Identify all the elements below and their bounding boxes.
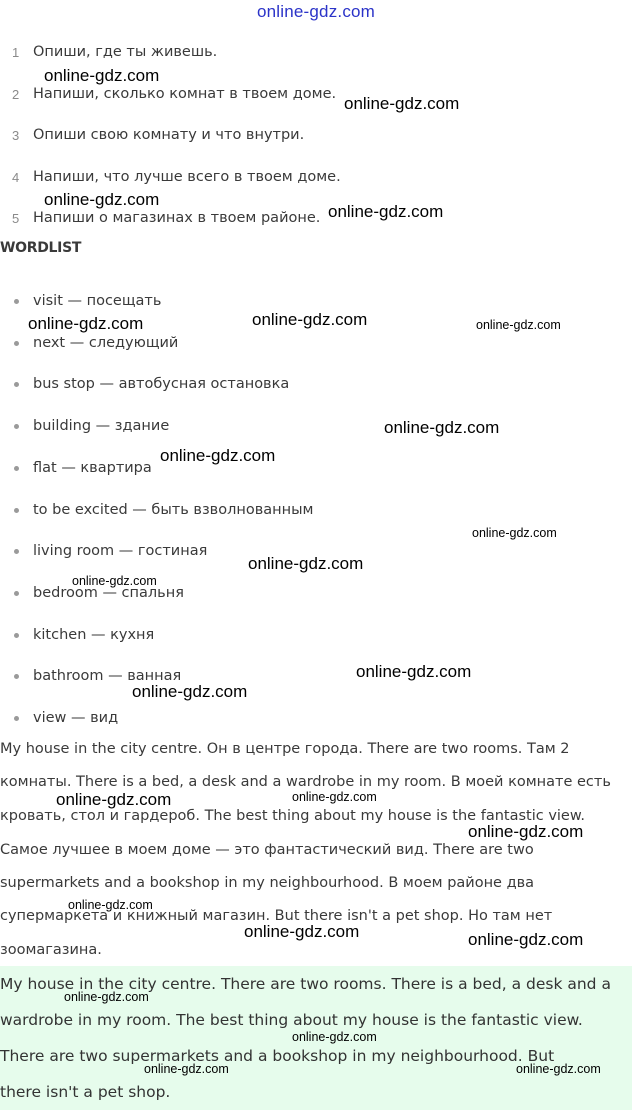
watermark: online-gdz.com: [68, 898, 153, 912]
bullet-icon: [14, 466, 19, 471]
watermark: online-gdz.com: [64, 990, 149, 1004]
paragraph-line: My house in the city centre. Он в центре города. There are two rooms. Там 2: [0, 741, 570, 757]
watermark: online-gdz.com: [244, 922, 360, 941]
paragraph-line: Самое лучшее в моем доме — это фантастический вид. There are two: [0, 842, 534, 858]
question-text: Напиши, сколько комнат в твоем доме.: [33, 86, 337, 102]
question-number: 3: [12, 127, 20, 143]
watermark: online-gdz.com: [356, 662, 472, 681]
answer-line: there isn't a pet shop.: [0, 1083, 171, 1101]
watermark: online-gdz.com: [252, 310, 368, 329]
bullet-icon: [14, 508, 19, 513]
watermark: online-gdz.com: [248, 554, 364, 573]
wordlist-entry: visit — посещать: [33, 293, 162, 309]
wordlist-entry: living room — гостиная: [33, 543, 208, 559]
bullet-icon: [14, 716, 19, 721]
bullet-icon: [14, 633, 19, 638]
bullet-icon: [14, 341, 19, 346]
watermark: online-gdz.com: [472, 526, 557, 540]
question-text: Напиши о магазинах в твоем районе.: [33, 210, 321, 226]
paragraph-line: супермаркета и книжный магазин. But there isn't a pet shop. Но там нет: [0, 908, 553, 924]
watermark: online-gdz.com: [132, 682, 248, 701]
wordlist-entry: view — вид: [33, 710, 119, 726]
paragraph-line: supermarkets and a bookshop in my neighbourhood. В моем районе два: [0, 875, 535, 891]
wordlist-entry: flat — квартира: [33, 460, 152, 476]
watermark: online-gdz.com: [72, 574, 157, 588]
wordlist-entry: kitchen — кухня: [33, 627, 155, 643]
bullet-icon: [14, 591, 19, 596]
wordlist-entry: bus stop — автобусная остановка: [33, 376, 290, 392]
wordlist-title: WORDLIST: [0, 240, 82, 256]
watermark: online-gdz.com: [292, 790, 377, 804]
question-number: 4: [12, 169, 20, 185]
question-number: 1: [12, 44, 20, 60]
bullet-icon: [14, 549, 19, 554]
question-number: 5: [12, 210, 20, 226]
wordlist-entry: building — здание: [33, 418, 170, 434]
watermark: online-gdz.com: [144, 1062, 229, 1076]
question-text: Опиши свою комнату и что внутри.: [33, 127, 305, 143]
question-text: Опиши, где ты живешь.: [33, 44, 218, 60]
paragraph-line: кровать, стол и гардероб. The best thing about my house is the fantastic view.: [0, 808, 585, 824]
answer-line: wardrobe in my room. The best thing about my house is the fantastic view.: [0, 1011, 583, 1029]
watermark: online-gdz.com: [328, 202, 444, 221]
question-text: Напиши, что лучше всего в твоем доме.: [33, 169, 341, 185]
answer-line: My house in the city centre. There are two rooms. There is a bed, a desk and a: [0, 975, 611, 993]
watermark: online-gdz.com: [516, 1062, 601, 1076]
bullet-icon: [14, 382, 19, 387]
watermark: online-gdz.com: [384, 418, 500, 437]
paragraph-line: комнаты. There is a bed, a desk and a wardrobe in my room. В моей комнате есть: [0, 774, 611, 790]
watermark: online-gdz.com: [468, 822, 584, 841]
bullet-icon: [14, 299, 19, 304]
question-number: 2: [12, 86, 20, 102]
watermark: online-gdz.com: [292, 1030, 377, 1044]
watermark: online-gdz.com: [56, 790, 172, 809]
wordlist-entry: to be excited — быть взволнованным: [33, 502, 314, 518]
watermark: online-gdz.com: [44, 66, 160, 85]
watermark: online-gdz.com: [160, 446, 276, 465]
watermark: online-gdz.com: [44, 190, 160, 209]
watermark: online-gdz.com: [476, 318, 561, 332]
watermark: online-gdz.com: [468, 930, 584, 949]
bullet-icon: [14, 674, 19, 679]
wordlist-entry: next — следующий: [33, 335, 179, 351]
wordlist-entry: bathroom — ванная: [33, 668, 182, 684]
header-watermark: online-gdz.com: [256, 2, 376, 21]
answer-line: There are two supermarkets and a bookshop in my neighbourhood. But: [0, 1047, 555, 1065]
watermark: online-gdz.com: [344, 94, 460, 113]
bullet-icon: [14, 424, 19, 429]
paragraph-line: зоомагазина.: [0, 942, 102, 958]
wordlist-entry: bedroom — спальня: [33, 585, 184, 601]
watermark: online-gdz.com: [28, 314, 144, 333]
